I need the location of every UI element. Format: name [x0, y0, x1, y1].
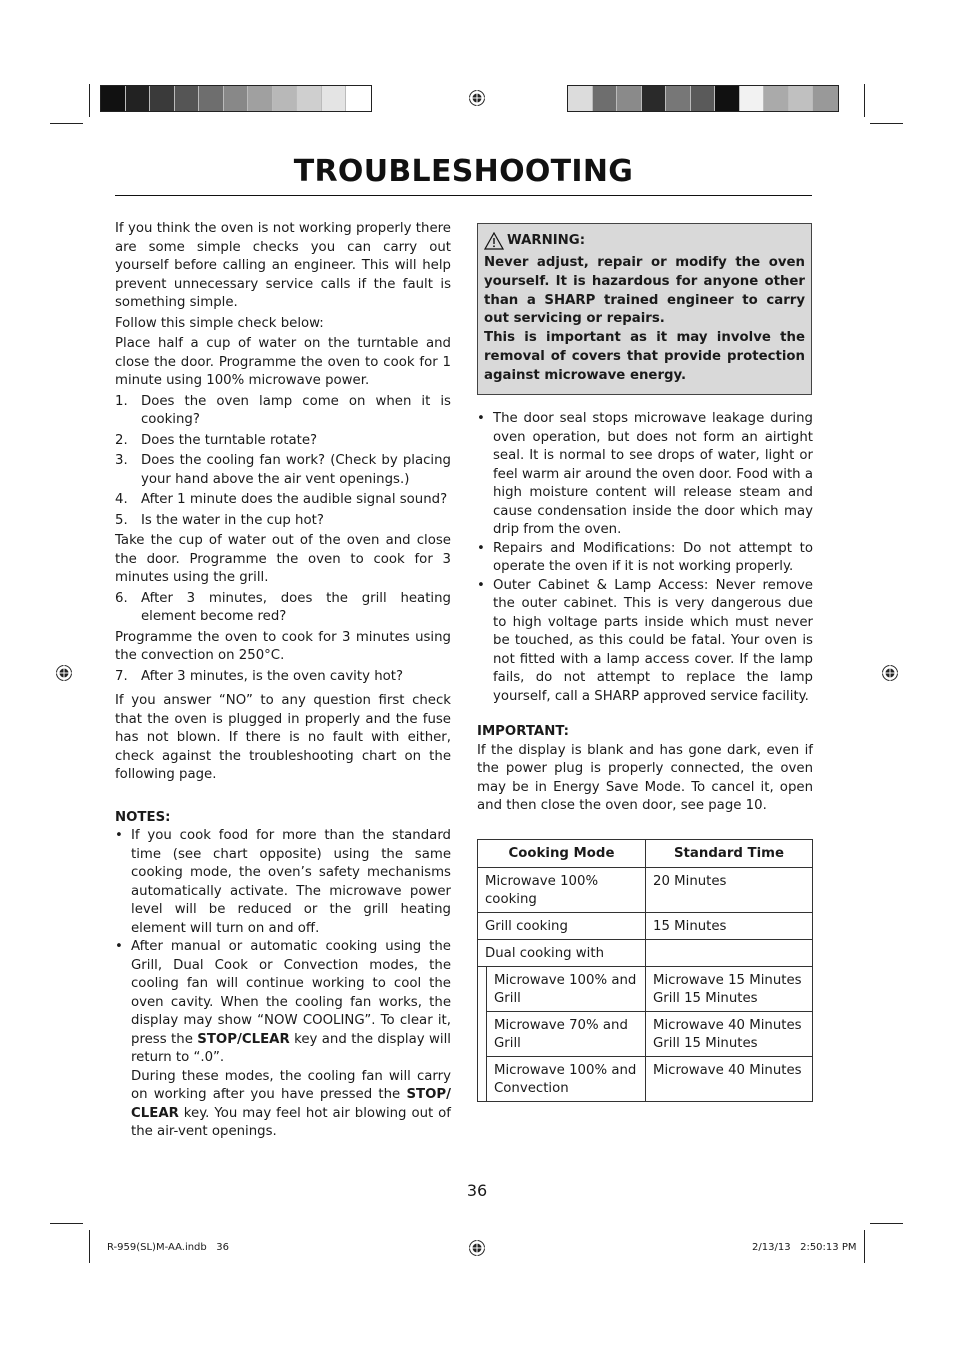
place-paragraph: Place half a cup of water on the turntable and close the door. Programme the oven to cook for 1 minute using 100% microwave power.: [115, 336, 451, 388]
registration-mark-icon: [468, 1239, 486, 1257]
table-row: Microwave 70% and Grill Microwave 40 Minutes Grill 15 Minutes: [478, 1012, 813, 1057]
crop-mark: [89, 1230, 90, 1263]
list-item: 5. Is the water in the cup hot?: [115, 512, 324, 528]
crop-mark: [50, 1223, 83, 1224]
table-row: Microwave 100% cooking 20 Minutes: [478, 868, 813, 913]
table-row: Microwave 100% and Grill Microwave 15 Minutes Grill 15 Minutes: [478, 967, 813, 1012]
registration-mark-icon: [468, 89, 486, 107]
color-bar-left: [100, 85, 372, 112]
important-heading: IMPORTANT:: [477, 724, 569, 739]
note-item-continued: During these modes, the cooling fan will carry on working after you have pressed the STOP/ CLEAR key. You may feel hot air blowing out of the air-vent openings.: [131, 1068, 451, 1139]
warning-triangle-icon: [484, 232, 504, 250]
take-paragraph: Take the cup of water out of the oven and close the door. Programme the oven to cook for 3 minutes using the grill.: [115, 533, 451, 585]
registration-mark-icon: [881, 664, 899, 682]
stop-clear-key-label: STOP/ CLEAR: [131, 1087, 451, 1121]
if-no-paragraph: If you answer “NO” to any question first check that the oven is plugged in properly and the fuse has not blown. If there is no fault with either, check against the troubleshooting chart on the following page.: [115, 693, 451, 782]
table-row: Grill cooking 15 Minutes: [478, 913, 813, 940]
list-item: 4. After 1 minute does the audible signal sound?: [115, 492, 448, 507]
notes-heading: NOTES:: [115, 809, 171, 825]
follow-text: Follow this simple check below:: [115, 315, 324, 331]
warning-box: [477, 223, 812, 395]
crop-mark: [89, 84, 90, 117]
crop-mark: [50, 123, 83, 124]
check-list: [115, 393, 451, 531]
title-rule: [115, 195, 812, 196]
table-row: Microwave 100% and Convection Microwave 40 Minutes: [478, 1057, 813, 1102]
important-text: If the display is blank and has gone dark, even if the power plug is properly connected, the oven may be in Energy Save Mode. To cancel it, open and then close the oven door, see page 10.: [477, 742, 813, 813]
list-item: 6. After 3 minutes, does the grill heating element become red?: [115, 590, 451, 624]
crop-mark: [864, 1230, 865, 1263]
programme-paragraph: Programme the oven to cook for 3 minutes using the convection on 250°C.: [115, 629, 451, 663]
warning-text: This is important as it may involve the removal of covers that provide protection against microwave energy.: [484, 330, 805, 383]
bullet-item: • The door seal stops microwave leakage during oven operation, but does not form an airtight seal. It is normal to see drops of water, light or feel warm air around the oven door. Food with a high moisture content will release steam and cause condensation inside the door which may drip from the oven.: [477, 411, 813, 537]
footer-date: 2/13/13 2:50:13 PM: [752, 1242, 857, 1253]
note-item: • If you cook food for more than the standard time (see chart opposite) using the same cooking mode, the oven’s safety mechanisms automatically activate. The microwave power level will be reduced or the grill heating element will turn on and off.: [115, 828, 451, 936]
footer-file: R-959(SL)M-AA.indb 36: [107, 1242, 230, 1253]
crop-mark: [864, 84, 865, 117]
crop-mark: [870, 123, 903, 124]
left-column: [115, 220, 451, 1142]
list-item: 2. Does the turntable rotate?: [115, 432, 318, 448]
table-row: Dual cooking with: [478, 940, 813, 967]
column-header: Cooking Mode: [478, 840, 646, 868]
right-column: [477, 410, 813, 816]
bullet-item: • Outer Cabinet & Lamp Access: Never remove the outer cabinet. This is very dangerous due to high voltage parts inside which must never be touched, as this could be fatal. Your oven is not fitted with a lamp access cover. If the lamp fails, do not attempt to replace the lamp yourself, call a SHARP approved service facility.: [477, 577, 813, 704]
warning-text: Never adjust, repair or modify the oven yourself. It is hazardous for anyone other than a SHARP trained engineer to carry out servicing or repairs.: [484, 255, 805, 327]
page-title: TROUBLESHOOTING: [293, 154, 634, 189]
registration-mark-icon: [55, 664, 73, 682]
stop-clear-key-label: STOP/CLEAR: [197, 1031, 290, 1047]
note-item: • After manual or automatic cooking using the Grill, Dual Cook or Convection modes, the cooling fan will continue working to cool the oven cavity. When the cooling fan works, the display may show “NOW COOLING”. To clear it, press the STOP/CLEAR key and the display will return to “.0”.: [115, 939, 451, 1065]
table-header-row: [478, 840, 813, 868]
column-header: Standard Time: [646, 840, 813, 868]
page-number: 36: [466, 1181, 488, 1200]
warning-heading: WARNING:: [507, 232, 586, 248]
standard-time-table: [477, 839, 813, 1102]
color-bar-right: [567, 85, 839, 112]
crop-mark: [870, 1223, 903, 1224]
list-item: 3. Does the cooling fan work? (Check by placing your hand above the air vent openings.): [115, 453, 451, 487]
intro-paragraph: If you think the oven is not working properly there are some simple checks you can carry out yourself before calling an engineer. This will help prevent unnecessary service calls if the fault is something simple.: [115, 221, 451, 310]
bullet-item: • Repairs and Modifications: Do not attempt to operate the oven if it is not working properly.: [477, 540, 813, 574]
list-item: 1. Does the oven lamp come on when it is cooking?: [115, 393, 451, 427]
list-item: 7. After 3 minutes, is the oven cavity hot?: [115, 668, 404, 684]
